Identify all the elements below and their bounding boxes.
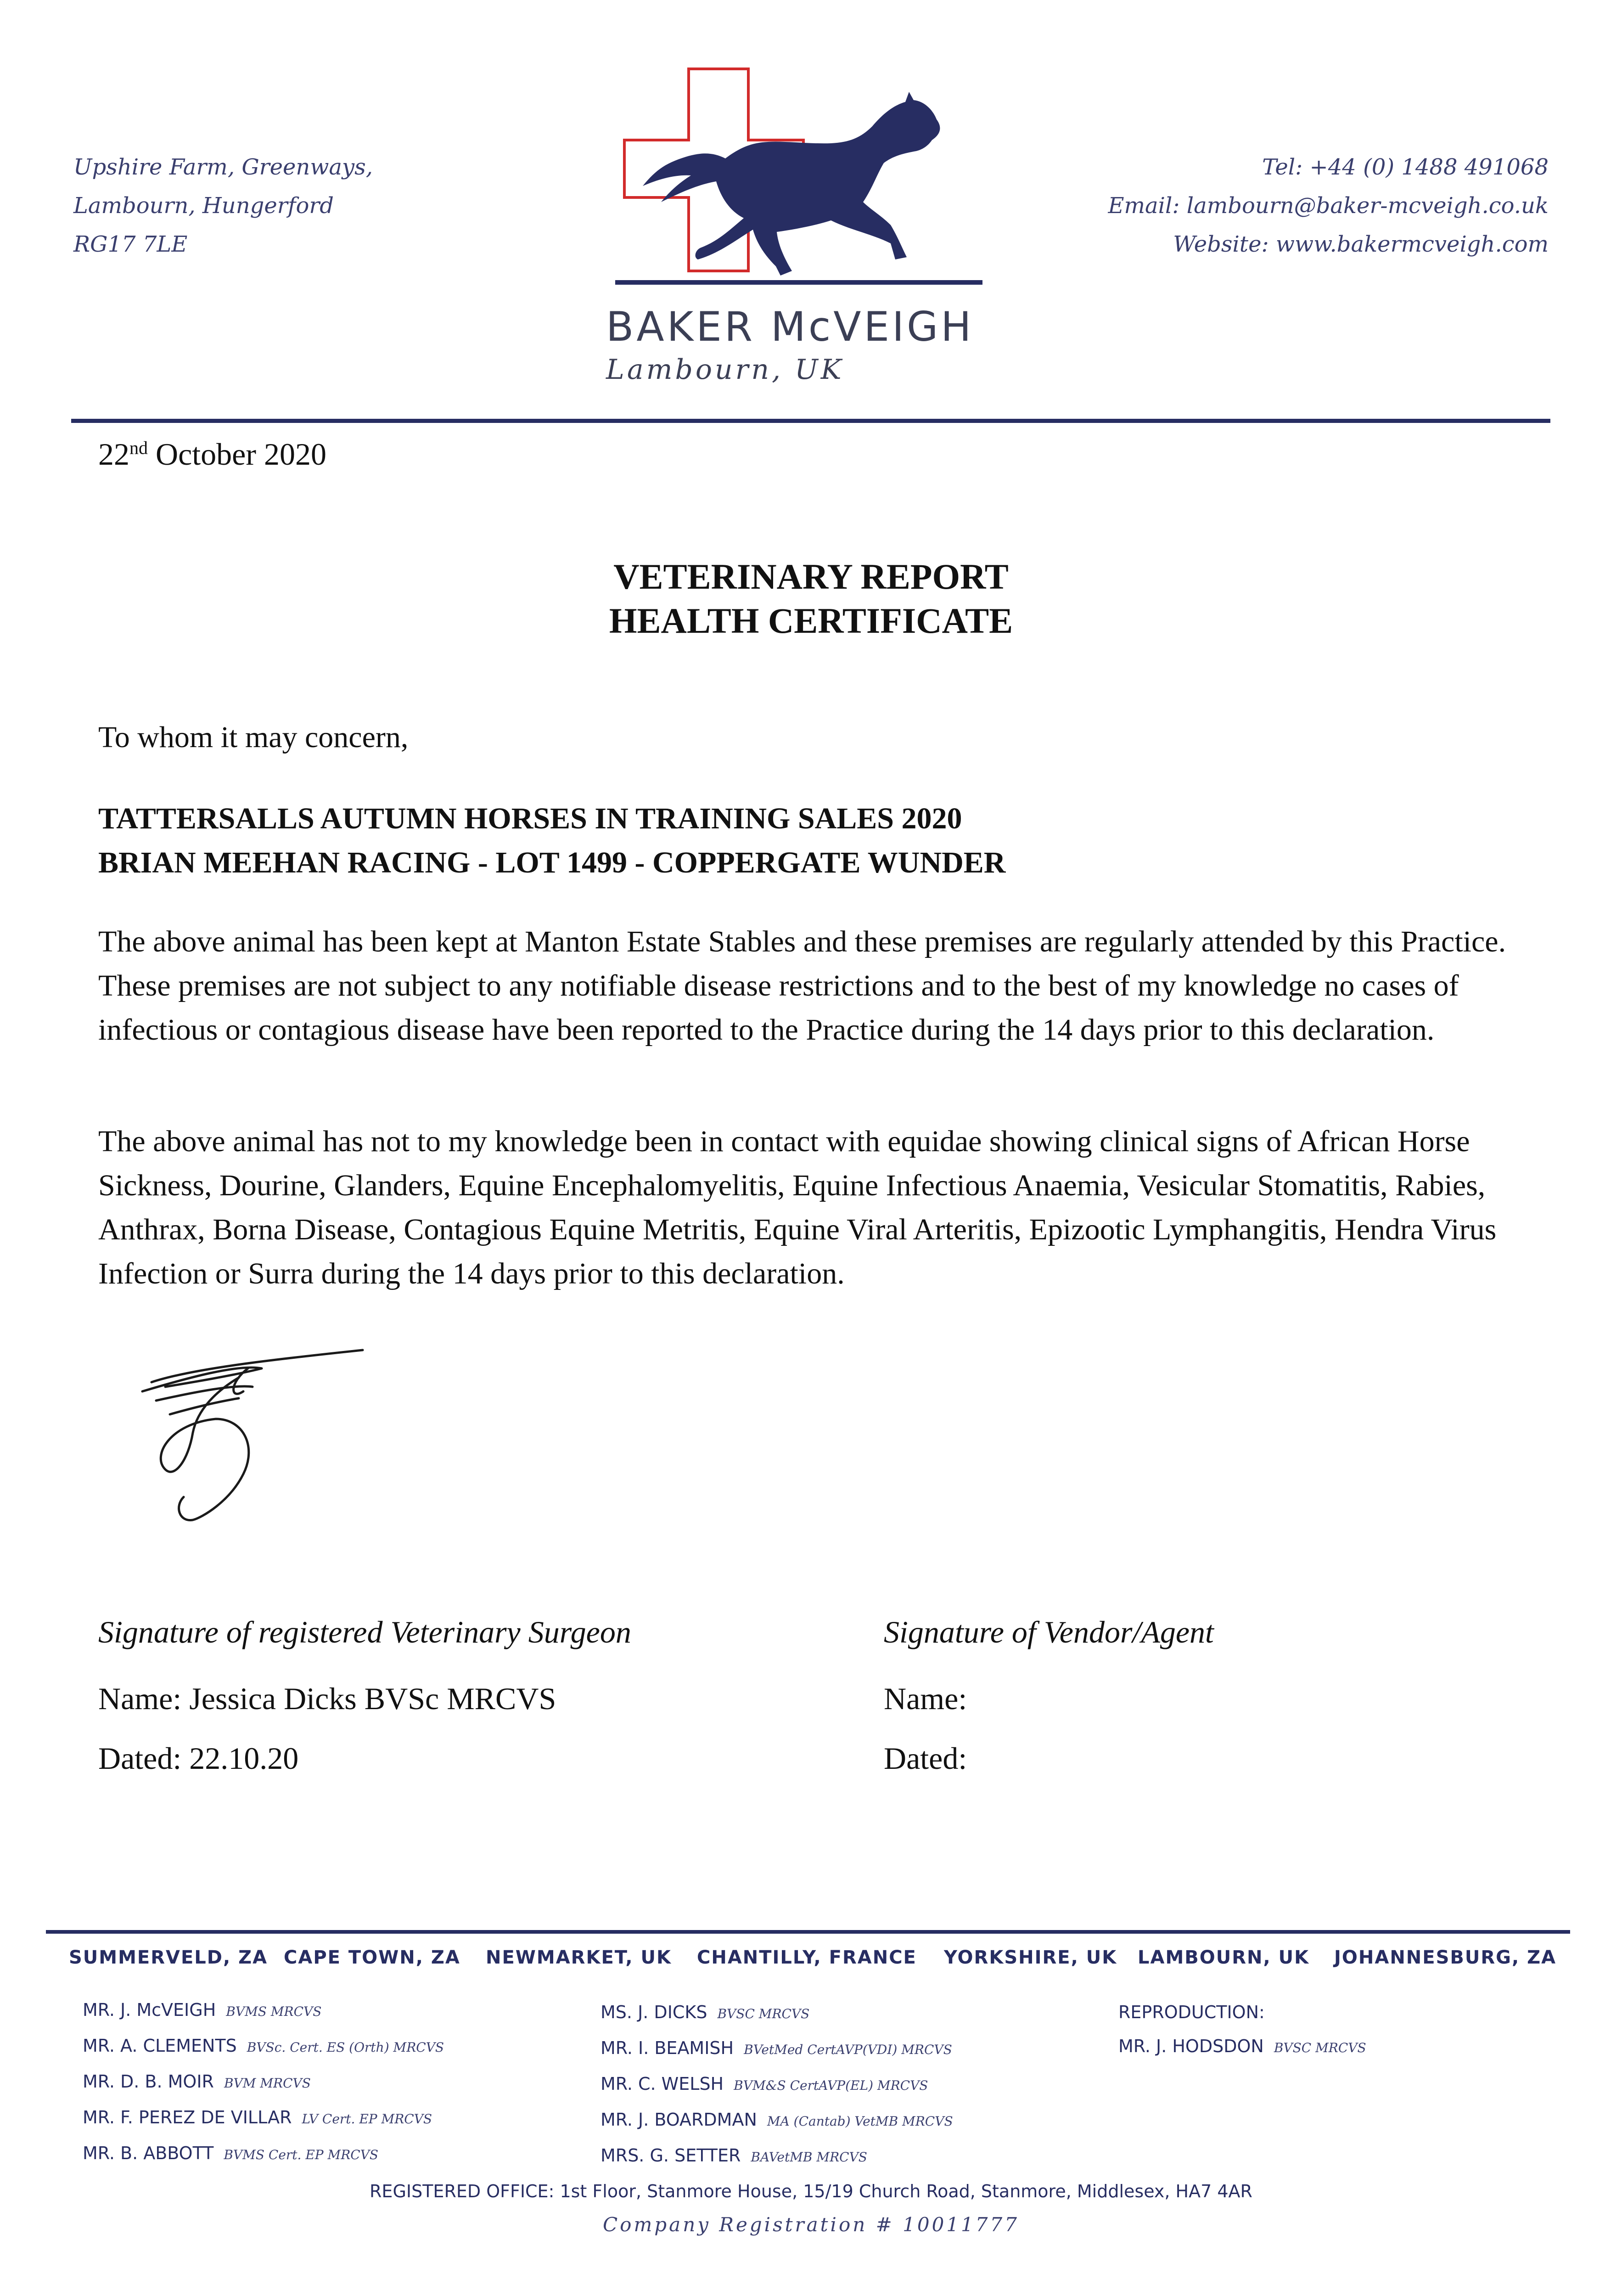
location-johannesburg: JOHANNESBURG, ZA bbox=[1334, 1947, 1557, 1968]
staff-entry: MR. F. PEREZ DE VILLAR LV Cert. EP MRCVS bbox=[83, 2107, 432, 2127]
registered-office: REGISTERED OFFICE: 1st Floor, Stanmore House, 15/19 Church Road, Stanmore, Middlesex, HA7 4AR bbox=[370, 2181, 1252, 2201]
address-line: Lambourn, Hungerford bbox=[73, 193, 334, 219]
date-rest: October 2020 bbox=[148, 437, 327, 472]
subject-line: TATTERSALLS AUTUMN HORSES IN TRAINING SALES 2020 bbox=[98, 802, 962, 835]
subject-block bbox=[98, 797, 1005, 885]
staff-entry: MR. A. CLEMENTS BVSc. Cert. ES (Orth) MRCVS bbox=[83, 2036, 444, 2056]
horse-logo-icon bbox=[615, 64, 982, 303]
address-block bbox=[73, 148, 373, 264]
contact-tel: Tel: +44 (0) 1488 491068 bbox=[1262, 154, 1549, 180]
reproduction-label: REPRODUCTION: bbox=[1118, 2002, 1265, 2022]
staff-entry: MR. I. BEAMISH BVetMed CertAVP(VDI) MRCVS bbox=[601, 2038, 952, 2058]
vendor-name: Name: bbox=[884, 1681, 967, 1716]
vet-signature-caption: Signature of registered Veterinary Surgeon bbox=[98, 1615, 631, 1649]
title-line: VETERINARY REPORT bbox=[613, 557, 1009, 597]
address-line: RG17 7LE bbox=[73, 231, 188, 257]
staff-entry: MR. D. B. MOIR BVM MRCVS bbox=[83, 2071, 311, 2092]
staff-entry: MR. J. BOARDMAN MA (Cantab) VetMB MRCVS bbox=[601, 2110, 953, 2130]
vendor-dated: Dated: bbox=[884, 1741, 967, 1776]
paragraph-premises: The above animal has been kept at Manton Estate Stables and these premises are regularly attended by this Practice. These premises are not subject to any notifiable disease restrictions and to the best of my knowledge no cases of infectious or contagious disease have been reported to the Practice during the 14 days prior to this declaration. bbox=[98, 925, 1506, 1047]
signature-image bbox=[124, 1341, 372, 1534]
address-line: Upshire Farm, Greenways, bbox=[73, 154, 373, 180]
location-chantilly: CHANTILLY, FRANCE bbox=[697, 1947, 917, 1968]
company-registration: Company Registration # 10011777 bbox=[603, 2213, 1019, 2236]
location-lambourn: LAMBOURN, UK bbox=[1138, 1947, 1310, 1968]
staff-entry: MS. J. DICKS BVSC MRCVS bbox=[601, 2002, 810, 2022]
staff-column-2 bbox=[601, 1995, 953, 2174]
staff-entry: MR. J. HODSDON BVSC MRCVS bbox=[1118, 2036, 1366, 2056]
staff-column-1 bbox=[83, 1993, 444, 2172]
brand-location: Lambourn, UK bbox=[606, 354, 844, 386]
contact-website: Website: www.bakermcveigh.com bbox=[1173, 231, 1549, 257]
subject-line: BRIAN MEEHAN RACING - LOT 1499 - COPPERGATE WUNDER bbox=[98, 846, 1006, 879]
staff-entry: MR. J. McVEIGH BVMS MRCVS bbox=[83, 2000, 322, 2020]
vet-name: Name: Jessica Dicks BVSc MRCVS bbox=[98, 1681, 556, 1716]
staff-column-reproduction bbox=[1118, 1995, 1366, 2065]
contact-email: Email: lambourn@baker-mcveigh.co.uk bbox=[1108, 193, 1549, 219]
brand-name: BAKER McVEIGH bbox=[606, 303, 974, 350]
title-line: HEALTH CERTIFICATE bbox=[609, 601, 1013, 641]
staff-entry: MR. B. ABBOTT BVMS Cert. EP MRCVS bbox=[83, 2143, 379, 2163]
footer-divider bbox=[46, 1930, 1570, 1934]
page-title bbox=[0, 555, 1622, 643]
vendor-signature-caption: Signature of Vendor/Agent bbox=[884, 1615, 1214, 1649]
staff-entry: MR. C. WELSH BVM&S CertAVP(EL) MRCVS bbox=[601, 2074, 928, 2094]
staff-entry: MRS. G. SETTER BAVetMB MRCVS bbox=[601, 2145, 867, 2166]
document-date bbox=[98, 436, 326, 473]
location-newmarket: NEWMARKET, UK bbox=[486, 1947, 672, 1968]
date-day: 22 bbox=[98, 437, 129, 472]
location-yorkshire: YORKSHIRE, UK bbox=[944, 1947, 1117, 1968]
location-summerveld: SUMMERVELD, ZA bbox=[69, 1947, 268, 1968]
header-divider bbox=[71, 419, 1550, 423]
date-suffix: nd bbox=[129, 437, 148, 458]
location-cape-town: CAPE TOWN, ZA bbox=[284, 1947, 460, 1968]
vet-dated: Dated: 22.10.20 bbox=[98, 1741, 299, 1776]
paragraph-disease-contact: The above animal has not to my knowledge been in contact with equidae showing clinical signs of African Horse Sickness, Dourine, Glanders, Equine Encephalomyelitis, Equine Infectious Anaemia, Vesicular Stomatitis, Rabies, Anthrax, Borna Disease, Contagious Equine Metritis, Equine Viral Arteritis, Epizootic Lymphangitis, Hendra Virus Infection or Surra during the 14 days prior to this declaration. bbox=[98, 1125, 1497, 1290]
salutation: To whom it may concern, bbox=[98, 720, 409, 754]
contact-block bbox=[1108, 148, 1549, 264]
